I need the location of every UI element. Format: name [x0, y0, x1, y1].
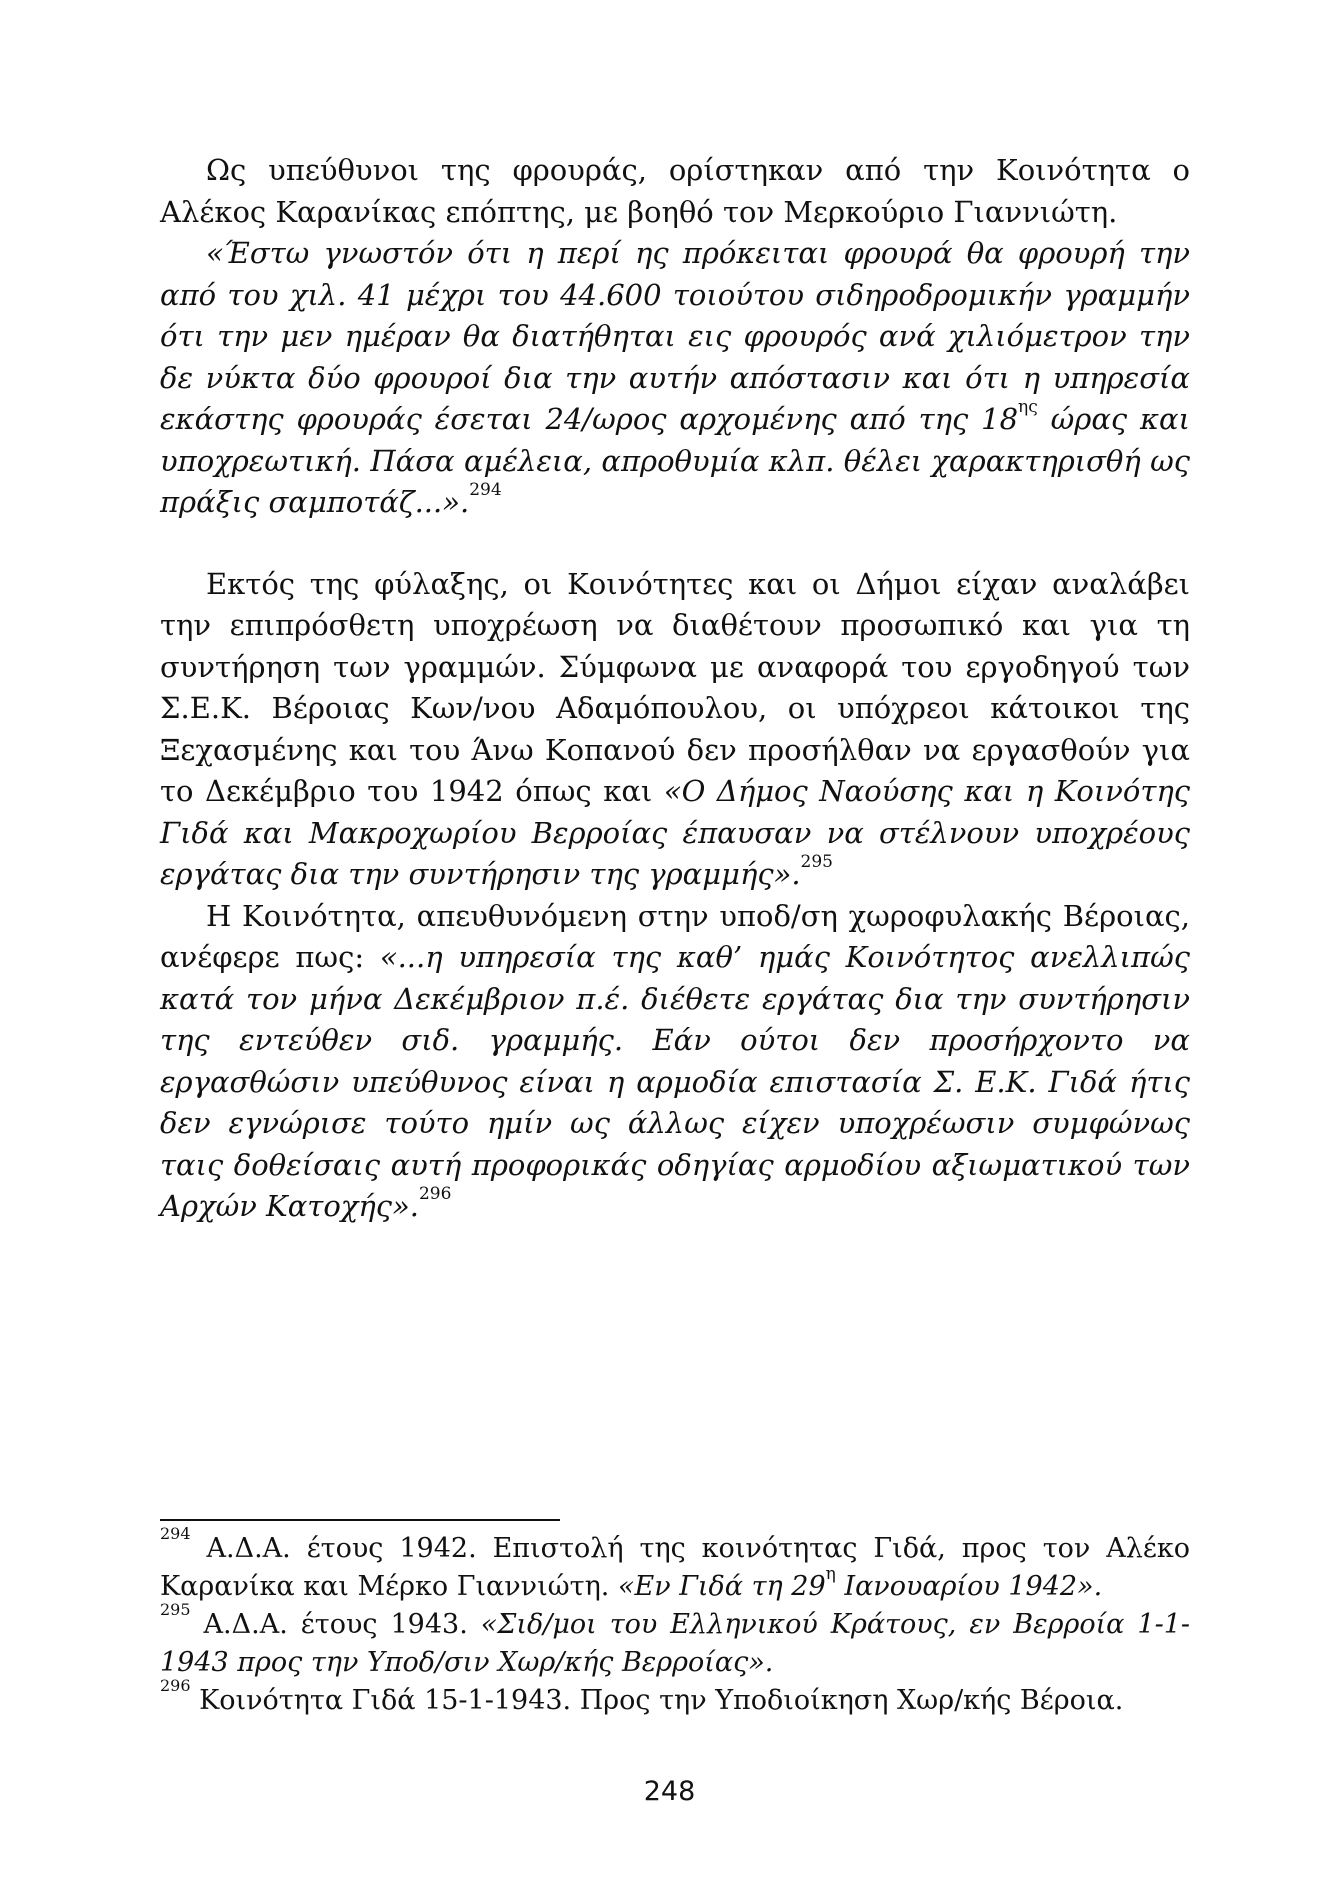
ordinal-superscript: ης [1018, 397, 1038, 418]
footnote-divider [160, 1519, 560, 1521]
footnote-text: Κοινότητα Γιδά 15-1-1943. Προς την Υποδιοίκηση Χωρ/κής Βέροια. [190, 1685, 1124, 1716]
quote-text-end: ώρας και υποχρεωτική. Πάσα αμέλεια, απροθυμία κλπ. θέλει χαρακτηρισθή ως πράξις σαμποτάζ...». [160, 402, 1190, 519]
footnote-294 [160, 1524, 1190, 1606]
paragraph-3 [160, 564, 1190, 896]
footnote-text: Α.Δ.Α. έτους 1943. [190, 1609, 481, 1640]
footnote-quote-end: Ιανουαρίου 1942». [835, 1571, 1103, 1602]
footnote-quote: «Εν Γιδά τη 29 [617, 1571, 826, 1602]
paragraph-4-quote: «...η υπηρεσία της καθ’ ημάς Κοινότητος ανελλιπώς κατά τον μήνα Δεκέμβριον π.έ. διέθετε εργάτας δια την συντήρησιν της εντεύθεν σιδ. γραμμής. Εάν ούτοι δεν προσήρχοντο να εργασθώσιν υπεύθυνος είναι η αρμοδία επιστασία Σ. Ε.Κ. Γιδά ήτις δεν εγνώρισε τούτο ημίν ως άλλως είχεν υποχρέωσιν συμφώνως ταις δοθείσαις αυτή προφορικάς οδηγίας αρμοδίου αξιωματικού των Αρχών Κατοχής». [160, 940, 1191, 1223]
paragraph-4 [160, 896, 1190, 1228]
paragraph-3-text: Εκτός της φύλαξης, οι Κοινότητες και οι Δήμοι είχαν αναλάβει την επιπρόσθετη υποχρέωση να διαθέτουν προσωπικό και για τη συντήρηση των γραμμών. Σύμφωνα με αναφορά του εργοδηγού των Σ.Ε.Κ. Βέροιας Κων/νου Αδαμόπουλου, οι υπόχρεοι κάτοικοι της Ξεχασμένης και του Άνω Κοπανού δεν προσήλθαν να εργασθούν για το Δεκέμβριο του 1942 όπως και [160, 566, 1190, 808]
footnote-number: 296 [160, 1676, 191, 1695]
quote-text: «Έστω γνωστόν ότι η περί ης πρόκειται φρουρά θα φρουρή την από του χιλ. 41 μέχρι του 44.600 τοιούτου σιδηροδρομικήν γραμμήν ότι την μεν ημέραν θα διατήθηται εις φρουρός ανά χιλιόμετρον την δε νύκτα δύο φρουροί δια την αυτήν απόστασιν και ότι η υπηρεσία εκάστης φρουράς έσεται 24/ωρος αρχομένης από της 18 [160, 236, 1190, 436]
paragraph-4-text: Η Κοινότητα, απευθυνόμενη στην υποδ/ση χωροφυλακής Βέροιας, ανέφερε πως: [160, 898, 1190, 974]
footnotes [160, 1524, 1191, 1720]
footnote-number: 294 [160, 1524, 191, 1543]
footnote-number: 295 [160, 1600, 191, 1619]
paragraph-1-text: Ως υπεύθυνοι της φρουράς, ορίστηκαν από την Κοινότητα ο Αλέκος Καρανίκας επόπτης, με βοηθό τον Μερκούριο Γιαννιώτη. [160, 153, 1190, 229]
footnote-reference: 296 [418, 1184, 452, 1205]
paragraph-1 [160, 150, 1190, 233]
footnote-reference: 295 [800, 852, 833, 873]
paragraph-2-quote [160, 233, 1190, 524]
ordinal-superscript: η [825, 1564, 836, 1584]
paragraph-3-quote: «Ο Δήμος Ναούσης και η Κοινότης Γιδά και Μακροχωρίου Βερροίας έπαυσαν να στέλνουν υποχρέους εργάτας δια την συντήρησιν της γραμμής». [160, 774, 1190, 891]
page-number: 248 [643, 1776, 696, 1807]
main-text [160, 150, 1190, 1228]
footnote-quote: «Σιδ/μοι του Ελληνικού Κράτους, εν Βερροία 1-1-1943 προς την Υποδ/σιν Χωρ/κής Βερροίας». [160, 1609, 1191, 1678]
footnote-296 [160, 1676, 1190, 1720]
footnote-text: Α.Δ.Α. έτους 1942. Επιστολή της κοινότητας Γιδά, προς τον Αλέκο Καρανίκα και Μέρκο Γιαννιώτη. [160, 1533, 1190, 1602]
footnote-reference: 294 [469, 480, 502, 501]
footnote-295 [160, 1600, 1191, 1682]
